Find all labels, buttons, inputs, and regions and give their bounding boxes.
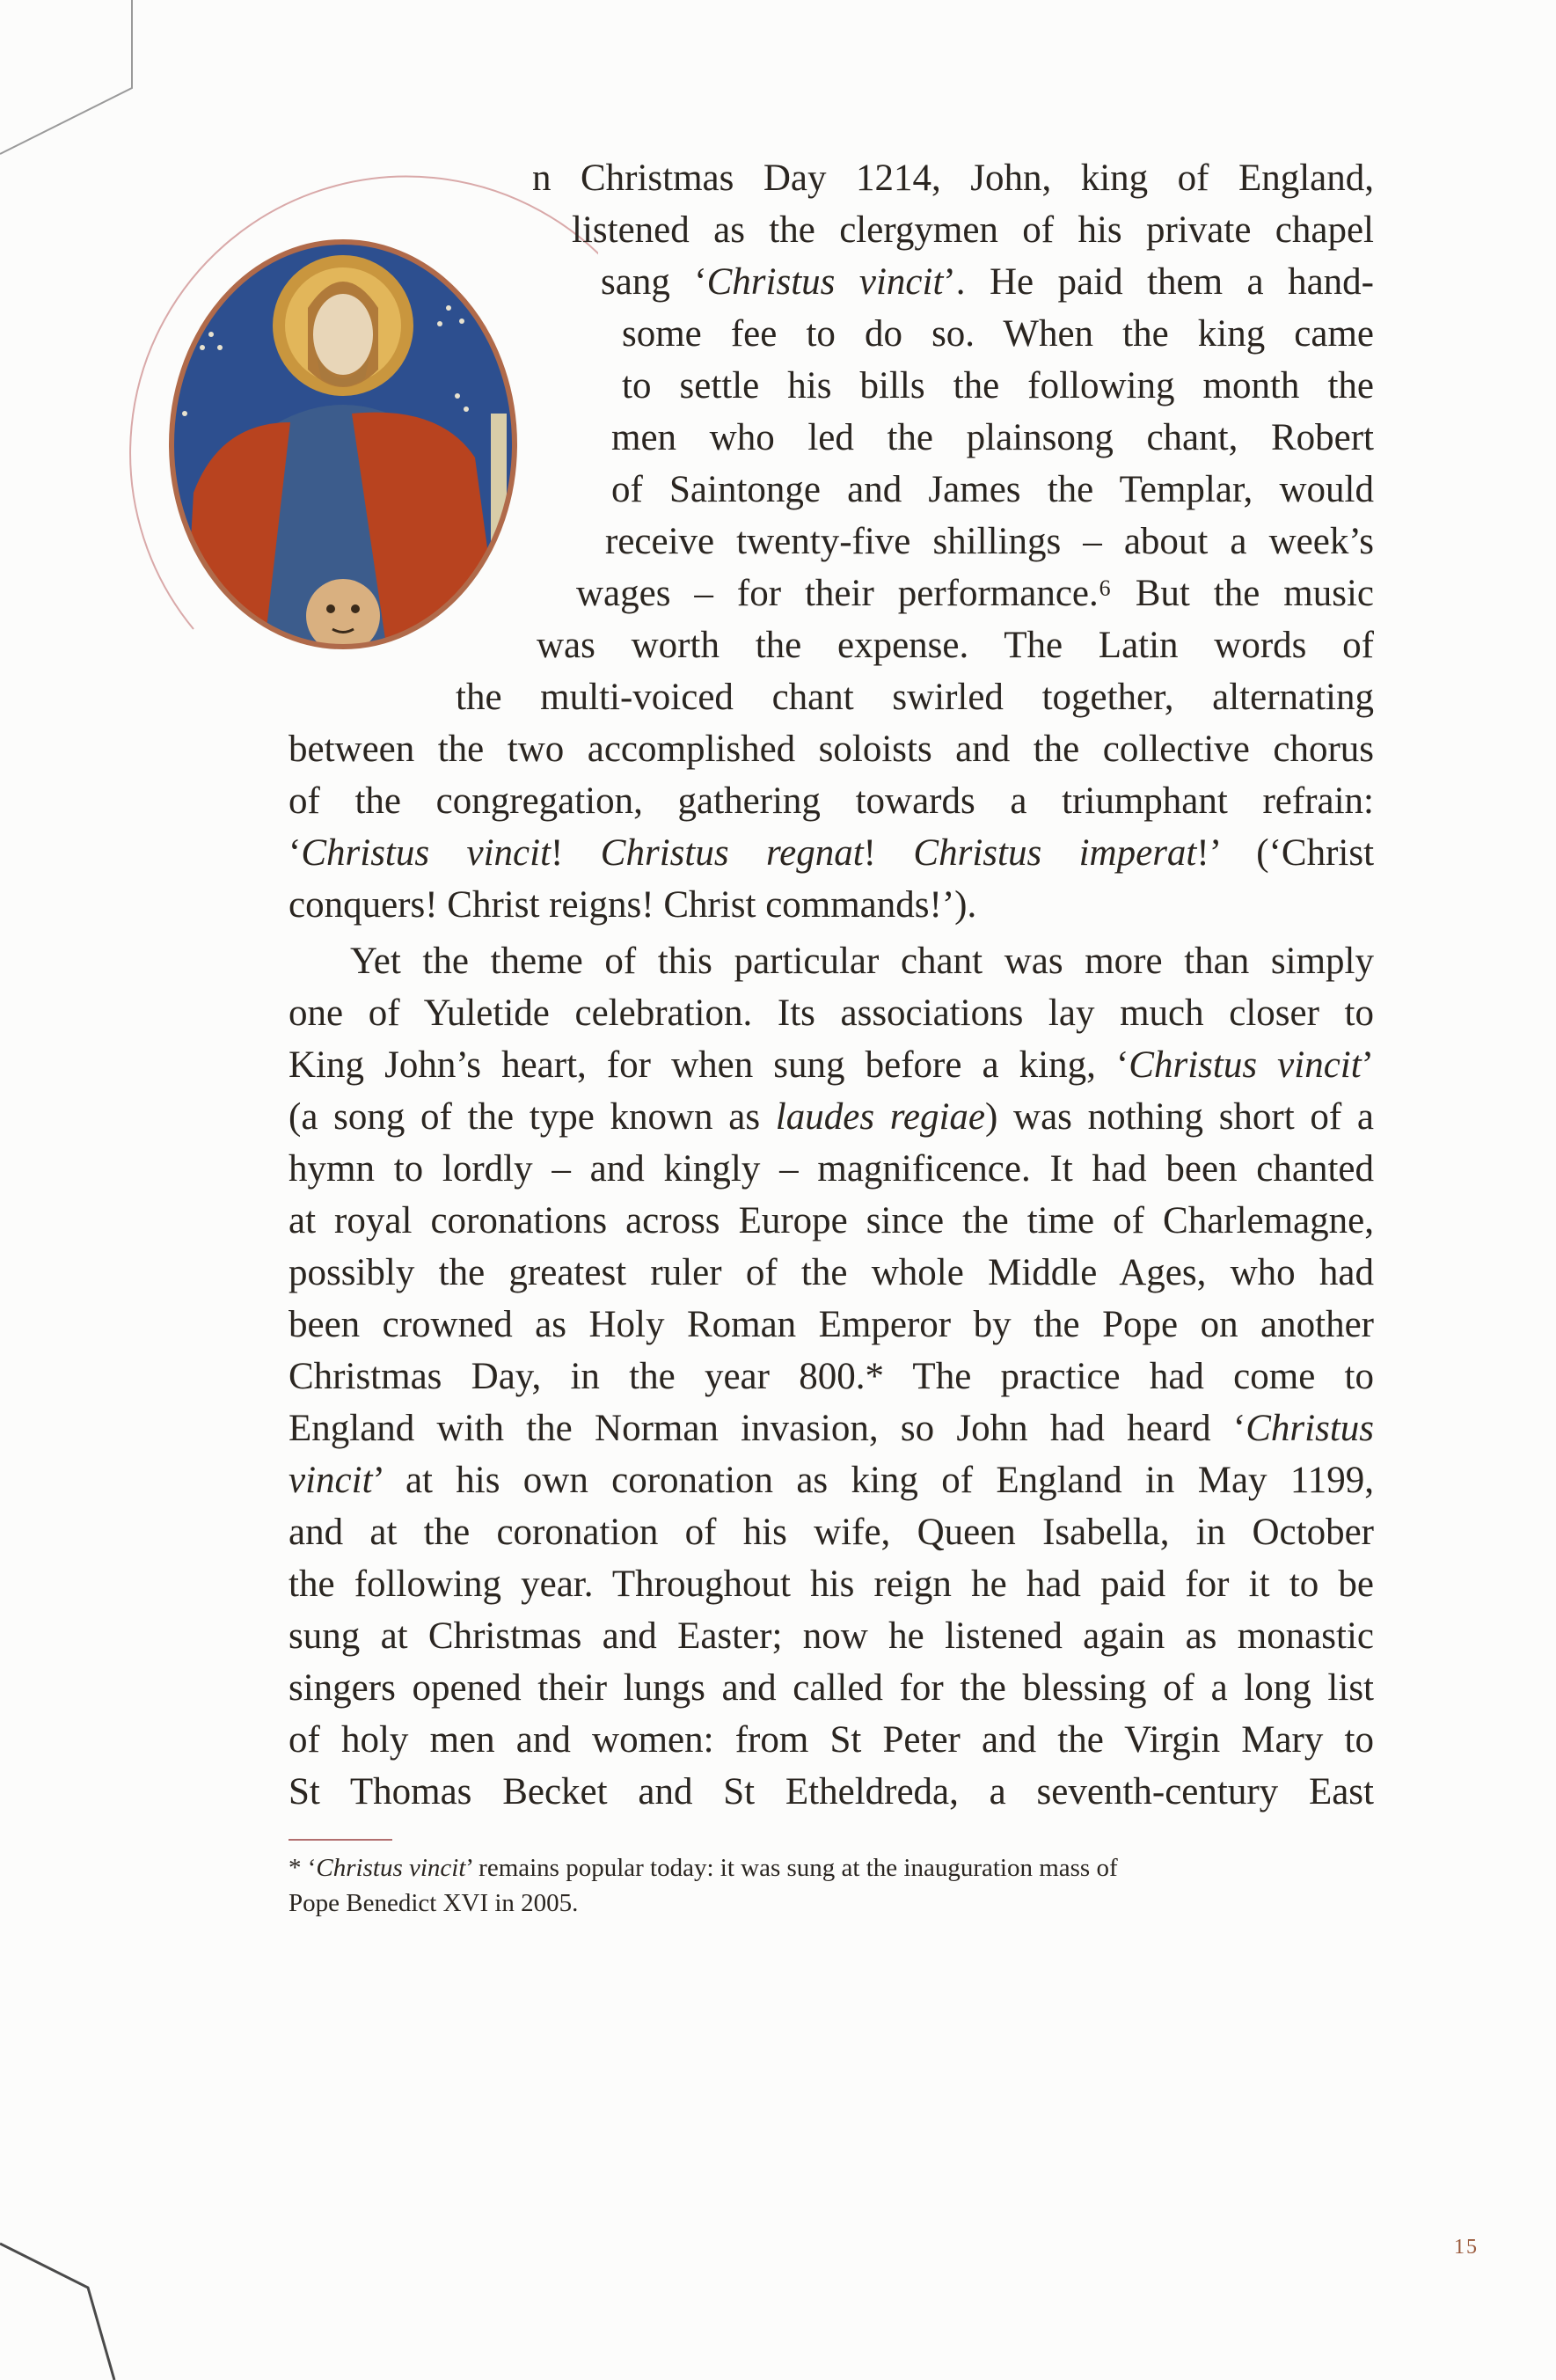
body-line: the following year. Throughout his reign he had paid for it to be xyxy=(289,1563,1374,1605)
body-line: Christmas Day, in the year 800.* The practice had come to xyxy=(289,1356,1374,1397)
body-line: listened as the clergymen of his private chapel xyxy=(572,209,1374,251)
body-line: between the two accomplished soloists and the collective chorus xyxy=(289,729,1374,770)
page-number: 15 xyxy=(1454,2236,1479,2259)
body-line: to settle his bills the following month the xyxy=(622,365,1374,406)
body-line: (a song of the type known as laudes regiae) was nothing short of a xyxy=(289,1096,1374,1138)
body-line: the multi-voiced chant swirled together, alternating xyxy=(456,677,1374,718)
body-line: some fee to do so. When the king came xyxy=(622,313,1374,355)
footnote-line-2: Pope Benedict XVI in 2005. xyxy=(289,1889,579,1917)
body-line: hymn to lordly – and kingly – magnificence. It had been chanted xyxy=(289,1148,1374,1190)
body-line: and at the coronation of his wife, Queen Isabella, in October xyxy=(289,1512,1374,1553)
body-line: receive twenty-five shillings – about a week’s xyxy=(605,521,1374,562)
body-line: been crowned as Holy Roman Emperor by the Pope on another xyxy=(289,1304,1374,1345)
body-line: King John’s heart, for when sung before a king, ‘Christus vincit’ xyxy=(289,1044,1374,1086)
body-line: at royal coronations across Europe since the time of Charlemagne, xyxy=(289,1200,1374,1241)
body-line: of Saintonge and James the Templar, would xyxy=(611,469,1374,510)
body-line: n Christmas Day 1214, John, king of England, xyxy=(532,157,1374,199)
body-line: vincit’ at his own coronation as king of England in May 1199, xyxy=(289,1460,1374,1501)
footnote-line-1: * ‘Christus vincit’ remains popular today: it was sung at the inauguration mass of xyxy=(289,1854,1118,1882)
body-line: was worth the expense. The Latin words of xyxy=(537,625,1374,666)
body-line: of holy men and women: from St Peter and the Virgin Mary to xyxy=(289,1719,1374,1761)
body-line: Yet the theme of this particular chant was more than simply xyxy=(350,941,1374,982)
body-line: wages – for their performance.⁶ But the music xyxy=(576,573,1374,614)
body-line: St Thomas Becket and St Etheldreda, a seventh-century East xyxy=(289,1771,1374,1812)
body-line: sang ‘Christus vincit’. He paid them a hand- xyxy=(601,261,1374,303)
body-line: singers opened their lungs and called for the blessing of a long list xyxy=(289,1667,1374,1709)
footnote-rule xyxy=(289,1839,392,1841)
body-line: one of Yuletide celebration. Its associations lay much closer to xyxy=(289,992,1374,1034)
body-line: England with the Norman invasion, so John had heard ‘Christus xyxy=(289,1408,1374,1449)
body-line: of the congregation, gathering towards a triumphant refrain: xyxy=(289,780,1374,822)
body-line: possibly the greatest ruler of the whole Middle Ages, who had xyxy=(289,1252,1374,1293)
body-line: ‘Christus vincit! Christus regnat! Christus imperat!’ (‘Christ xyxy=(289,832,1375,874)
body-line: men who led the plainsong chant, Robert xyxy=(611,417,1374,458)
body-line: sung at Christmas and Easter; now he listened again as monastic xyxy=(289,1615,1374,1657)
body-line: conquers! Christ reigns! Christ commands!’). xyxy=(289,884,977,926)
